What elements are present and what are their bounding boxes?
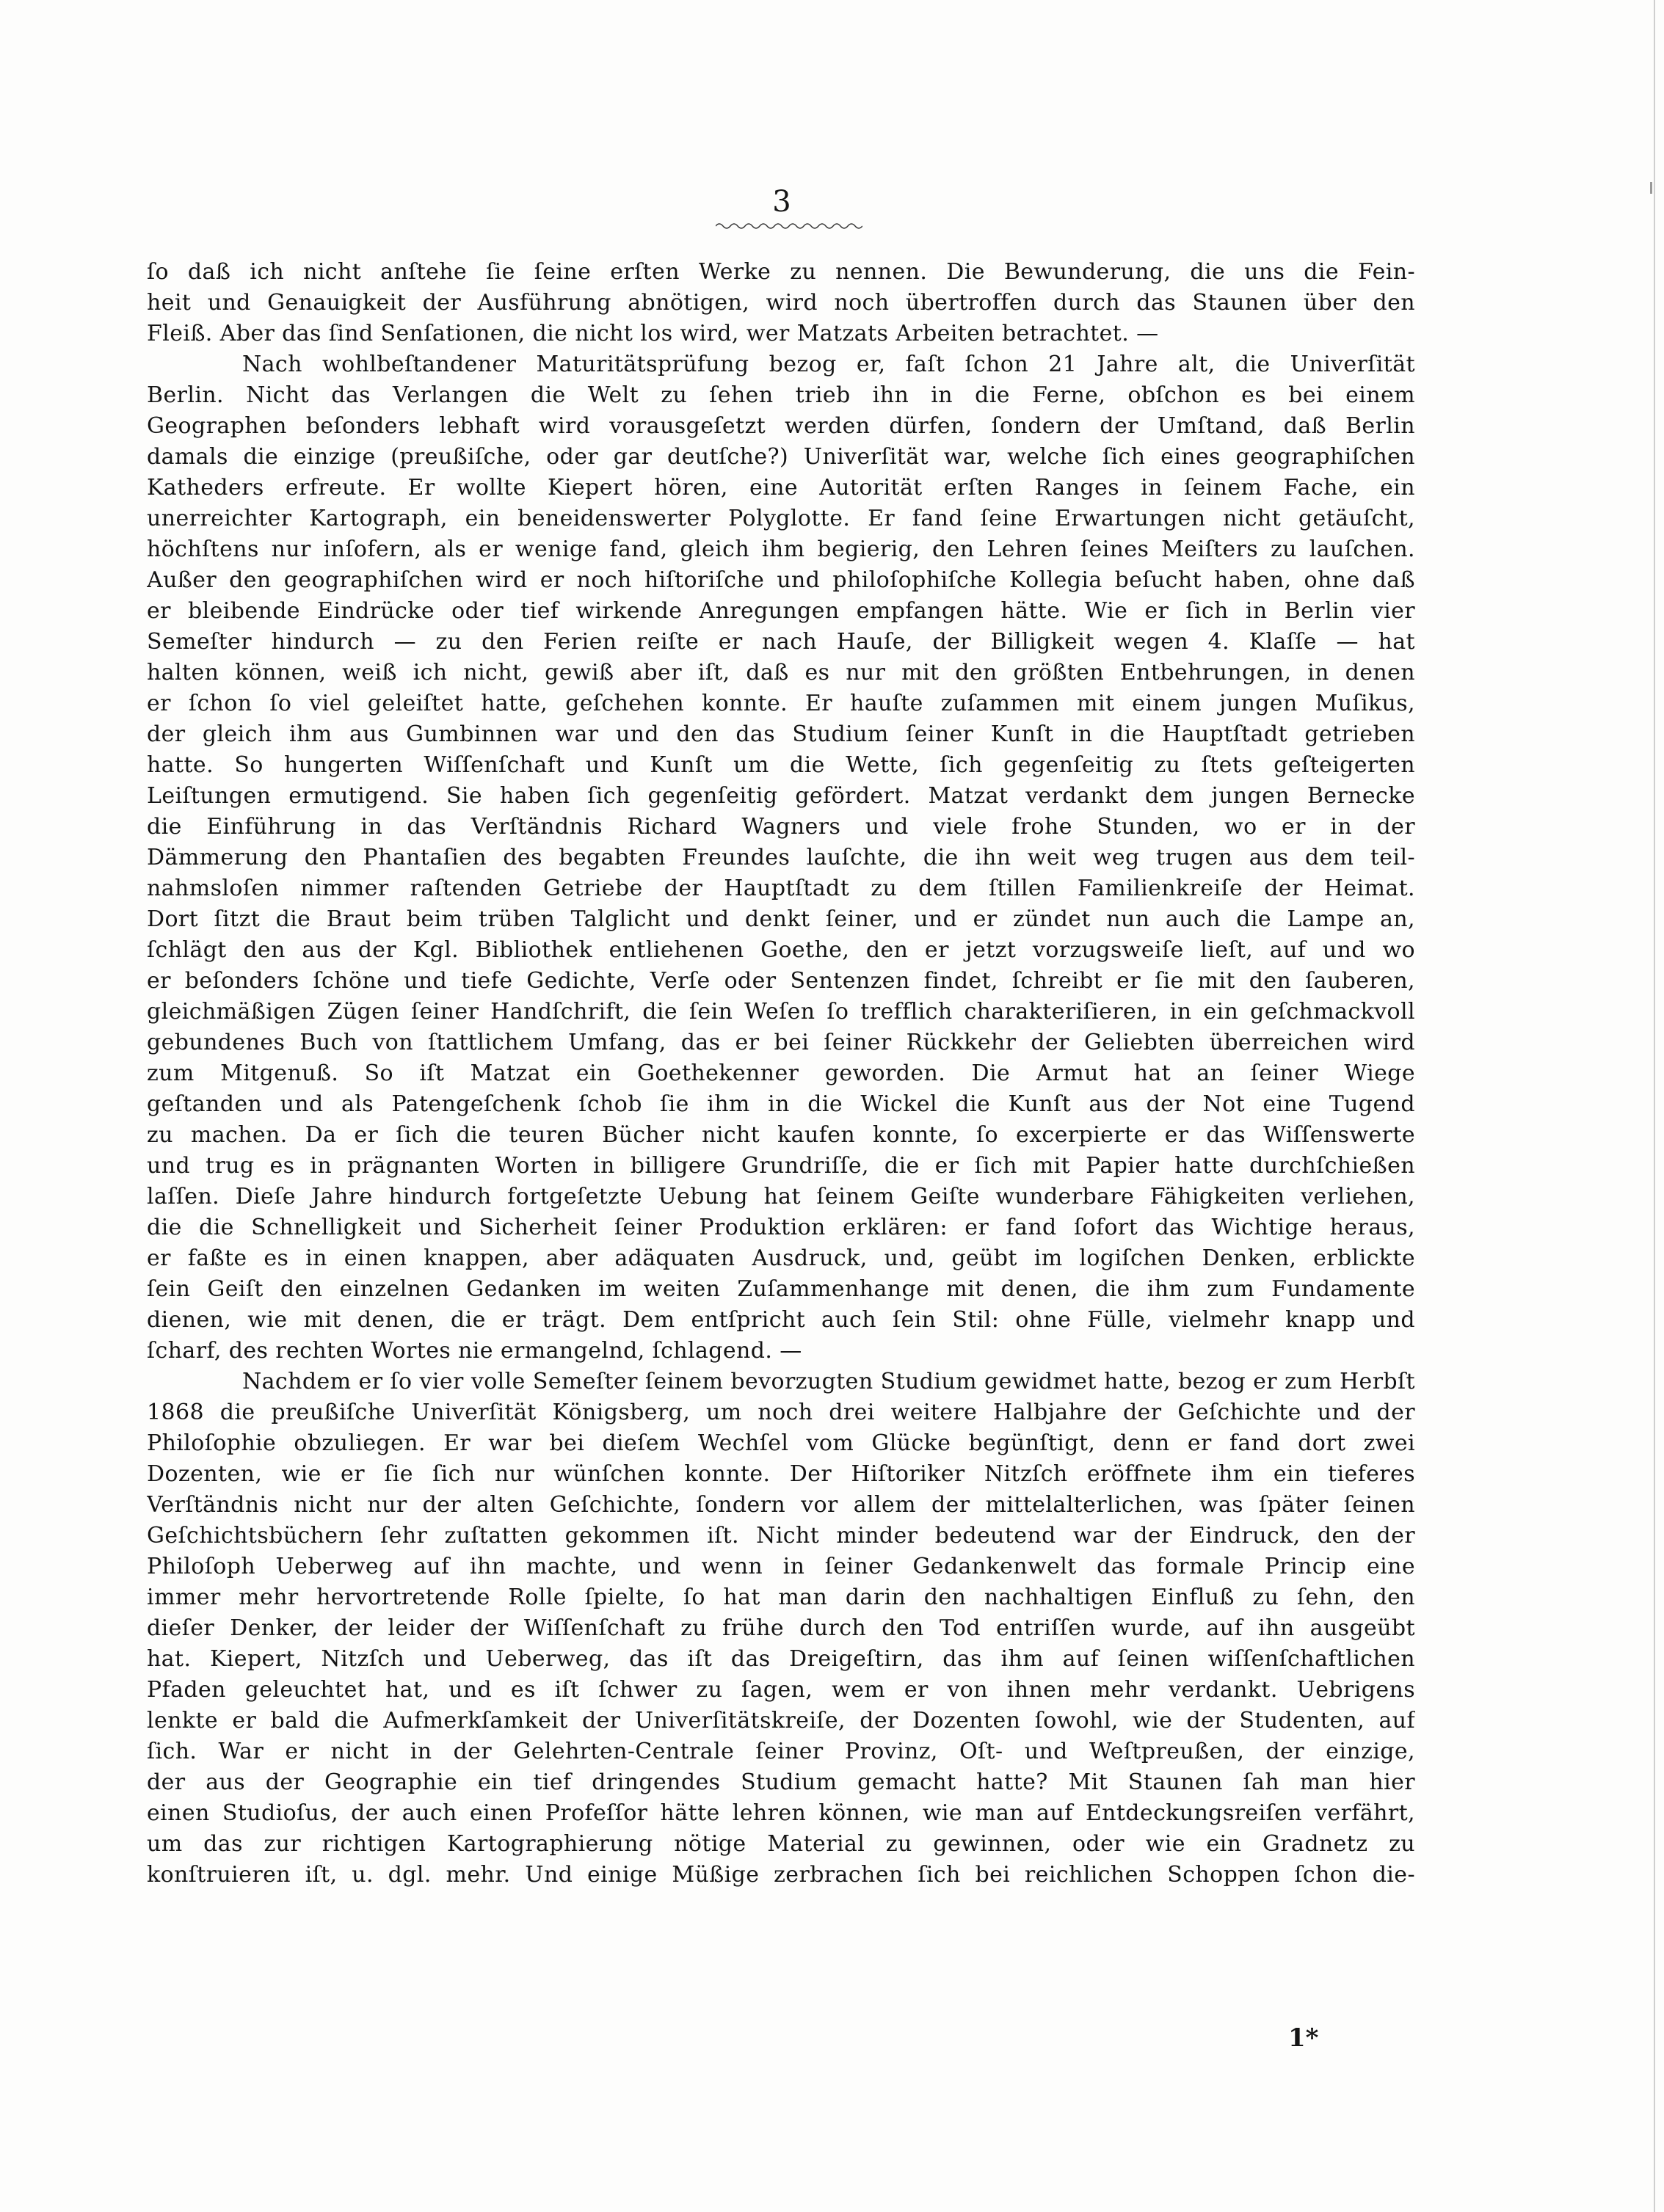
text-line: und trug es in prägnanten Worten in billigere Grundriſſe, die er ſich mit Papier hatte durchſchießen bbox=[147, 1153, 1415, 1179]
text-line: der aus der Geographie ein tief dringendes Studium gemacht hatte? Mit Staunen ſah man hier bbox=[147, 1769, 1415, 1795]
text-line: ſich. War er nicht in der Gelehrten-Centrale ſeiner Provinz, Oſt- und Weſtpreußen, der einzige, bbox=[147, 1739, 1415, 1764]
text-line: höchſtens nur inſofern, als er wenige fand, gleich ihm begierig, den Lehren ſeines Meiſters zu lauſchen. bbox=[147, 536, 1415, 562]
text-line: Geſchichtsbüchern ſehr zuſtatten gekommen iſt. Nicht minder bedeutend war der Eindruck, den der bbox=[147, 1523, 1415, 1549]
text-line: gebundenes Buch von ſtattlichem Umfang, das er bei ſeiner Rückkehr der Geliebten überreichen wird bbox=[147, 1030, 1415, 1055]
text-line: Dozenten, wie er ſie ſich nur wünſchen konnte. Der Hiſtoriker Nitzſch eröffnete ihm ein tieferes bbox=[147, 1461, 1415, 1487]
signature-mark: 1* bbox=[1288, 2023, 1319, 2053]
body-text bbox=[147, 257, 1415, 1891]
text-line: 1868 die preußiſche Univerſität Königsberg, um noch drei weitere Halbjahre der Geſchichte und der bbox=[147, 1400, 1415, 1425]
text-line: der gleich ihm aus Gumbinnen war und den das Studium ſeiner Kunſt in die Hauptſtadt getrieben bbox=[147, 721, 1415, 747]
text-line: Semeſter hindurch — zu den Ferien reiſte er nach Hauſe, der Billigkeit wegen 4. Klaſſe — hat bbox=[147, 629, 1415, 655]
text-line: dieſer Denker, der leider der Wiſſenſchaft zu frühe durch den Tod entriſſen wurde, auf ihn ausgeübt bbox=[147, 1615, 1415, 1641]
text-line: einen Studioſus, der auch einen Profeſſor hätte lehren können, wie man auf Entdeckungsreiſen verfährt, bbox=[147, 1800, 1415, 1826]
text-line: gleichmäßigen Zügen ſeiner Handſchrift, die ſein Weſen ſo trefflich charakteriſieren, in ein geſchmackvoll bbox=[147, 999, 1415, 1025]
text-line: er beſonders ſchöne und tiefe Gedichte, Verſe oder Sentenzen findet, ſchreibt er ſie mit den ſauberen, bbox=[147, 968, 1415, 994]
text-line: immer mehr hervortretende Rolle ſpielte, ſo hat man darin den nachhaltigen Einfluß zu ſehn, den bbox=[147, 1585, 1415, 1610]
text-line: Berlin. Nicht das Verlangen die Welt zu ſehen trieb ihn in die Ferne, obſchon es bei einem bbox=[147, 382, 1415, 408]
text-line: heit und Genauigkeit der Ausführung abnötigen, wird noch übertroffen durch das Staunen über den bbox=[147, 290, 1415, 316]
text-line: nahmsloſen nimmer raſtenden Getriebe der Hauptſtadt zu dem ſtillen Familienkreiſe der Heimat. bbox=[147, 876, 1415, 901]
page-number: 3 bbox=[772, 185, 791, 219]
text-line: er faßte es in einen knappen, aber adäquaten Ausdruck, und, geübt im logiſchen Denken, erblickte bbox=[147, 1245, 1415, 1271]
text-line: Geographen beſonders lebhaft wird vorausgeſetzt werden dürfen, ſondern der Umſtand, daß Berlin bbox=[147, 413, 1415, 439]
text-line: unerreichter Kartograph, ein beneidenswerter Polyglotte. Er fand ſeine Erwartungen nicht getäuſcht, bbox=[147, 506, 1415, 531]
text-line: er bleibende Eindrücke oder tief wirkende Anregungen empfangen hätte. Wie er ſich in Berlin vier bbox=[147, 598, 1415, 624]
text-line: lenkte er bald die Aufmerkſamkeit der Univerſitätskreiſe, der Dozenten ſowohl, wie der Studenten, auf bbox=[147, 1708, 1415, 1733]
text-line: konſtruieren iſt, u. dgl. mehr. Und einige Müßige zerbrachen ſich bei reichlichen Schoppen ſchon die- bbox=[147, 1862, 1415, 1888]
text-line: Fleiß. Aber das ſind Senſationen, die nicht los wird, wer Matzats Arbeiten betrachtet. — bbox=[147, 321, 1159, 346]
text-line: halten können, weiß ich nicht, gewiß aber iſt, daß es nur mit den größten Entbehrungen, in denen bbox=[147, 660, 1415, 685]
text-line: dienen, wie mit denen, die er trägt. Dem entſpricht auch ſein Stil: ohne Fülle, vielmehr knapp und bbox=[147, 1307, 1415, 1333]
text-line: ſein Geiſt den einzelnen Gedanken im weiten Zuſammenhange mit denen, die ihm zum Fundamente bbox=[147, 1276, 1415, 1302]
text-line: die Einführung in das Verſtändnis Richard Wagners und viele frohe Stunden, wo er in der bbox=[147, 814, 1415, 840]
text-line: ſo daß ich nicht anſtehe ſie ſeine erſten Werke zu nennen. Die Bewunderung, die uns die Fein- bbox=[147, 259, 1415, 285]
text-line: Verſtändnis nicht nur der alten Geſchichte, ſondern vor allem der mittelalterlichen, was ſpäter ſeinen bbox=[147, 1492, 1415, 1518]
text-line: geſtanden und als Patengeſchenk ſchob ſie ihm in die Wickel die Kunſt aus der Not eine Tugend bbox=[147, 1091, 1415, 1117]
text-line: Dämmerung den Phantaſien des begabten Freundes lauſchte, die ihn weit weg trugen aus dem teil- bbox=[147, 845, 1415, 870]
text-line: Leiſtungen ermutigend. Sie haben ſich gegenſeitig gefördert. Matzat verdankt dem jungen Bernecke bbox=[147, 783, 1415, 809]
text-line: die die Schnelligkeit und Sicherheit ſeiner Produktion erklären: er fand ſofort das Wichtige heraus, bbox=[147, 1215, 1415, 1240]
text-line: hatte. So hungerten Wiſſenſchaft und Kunſt um die Wette, ſich gegenſeitig zu ſtets geſteigerten bbox=[147, 752, 1415, 778]
text-line: Nachdem er ſo vier volle Semeſter ſeinem bevorzugten Studium gewidmet hatte, bezog er zum Herbſt bbox=[242, 1369, 1415, 1394]
text-line: Pfaden geleuchtet hat, und es iſt ſchwer zu ſagen, wem er von ihnen mehr verdankt. Uebrigens bbox=[147, 1677, 1415, 1703]
text-line: Nach wohlbeſtandener Maturitätsprüfung bezog er, faſt ſchon 21 Jahre alt, die Univerſität bbox=[242, 352, 1415, 377]
text-line: damals die einzige (preußiſche, oder gar deutſche?) Univerſität war, welche ſich eines geographiſchen bbox=[147, 444, 1415, 470]
text-line: hat. Kiepert, Nitzſch und Ueberweg, das iſt das Dreigeſtirn, das ihm auf ſeinen wiſſenſchaftlichen bbox=[147, 1646, 1415, 1672]
text-line: zu machen. Da er ſich die teuren Bücher nicht kaufen konnte, ſo excerpierte er das Wiſſenswerte bbox=[147, 1122, 1415, 1148]
text-line: Philoſophie obzuliegen. Er war bei dieſem Wechſel vom Glücke begünſtigt, denn er fand dort zwei bbox=[147, 1430, 1415, 1456]
decorative-rule bbox=[716, 222, 862, 230]
text-line: um das zur richtigen Kartographierung nötige Material zu gewinnen, oder wie ein Gradnetz zu bbox=[147, 1831, 1415, 1857]
text-line: Dort ſitzt die Braut beim trüben Talglicht und denkt ſeiner, und er zündet nun auch die Lampe an, bbox=[147, 906, 1415, 932]
edge-mark bbox=[1650, 182, 1652, 194]
text-line: zum Mitgenuß. So iſt Matzat ein Goethekenner geworden. Die Armut hat an ſeiner Wiege bbox=[147, 1060, 1415, 1086]
text-line: Philoſoph Ueberweg auf ihn machte, und wenn in ſeiner Gedankenwelt das formale Princip eine bbox=[147, 1554, 1415, 1579]
text-line: ſcharf, des rechten Wortes nie ermangelnd, ſchlagend. — bbox=[147, 1338, 802, 1364]
text-line: ſchlägt den aus der Kgl. Bibliothek entliehenen Goethe, den er jetzt vorzugsweiſe lieſt, auf und wo bbox=[147, 937, 1415, 963]
text-line: Katheders erfreute. Er wollte Kiepert hören, eine Autorität erſten Ranges in ſeinem Fache, ein bbox=[147, 475, 1415, 501]
text-line: laſſen. Dieſe Jahre hindurch fortgeſetzte Uebung hat ſeinem Geiſte wunderbare Fähigkeiten verliehen, bbox=[147, 1184, 1415, 1209]
text-line: Außer den geographiſchen wird er noch hiſtoriſche und philoſophiſche Kollegia beſucht haben, ohne daß bbox=[147, 567, 1415, 593]
page-edge-line bbox=[1654, 0, 1655, 2212]
text-line: er ſchon ſo viel geleiſtet hatte, geſchehen konnte. Er hauſte zuſammen mit einem jungen Muſikus, bbox=[147, 691, 1415, 716]
